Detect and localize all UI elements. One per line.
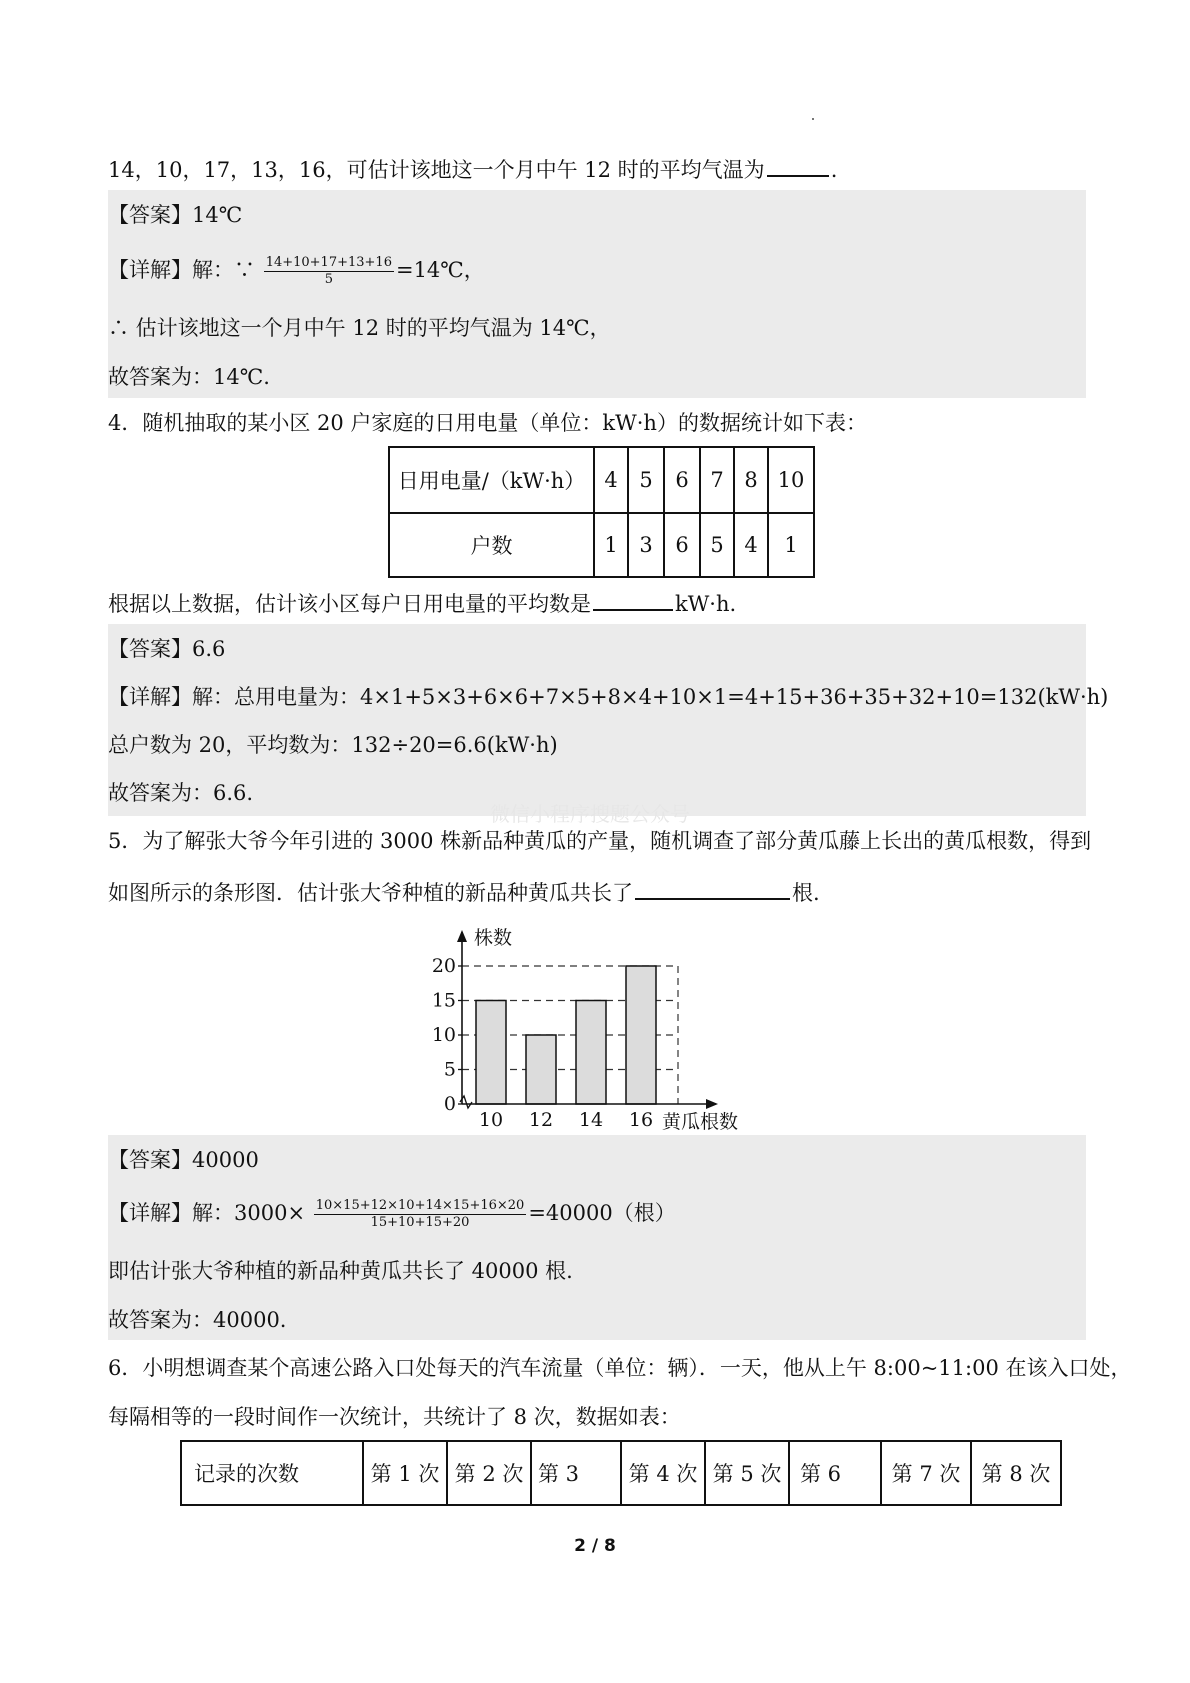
table-cell: 6 [664, 513, 700, 577]
answer-blank [767, 153, 829, 177]
table-cell: 第 5 次 [705, 1441, 789, 1505]
q3-detail: 【详解】解：∵ $\frac{14+10+17+13+16}{5}$ =14℃， [108, 255, 485, 287]
q3-answer: 【答案】14℃ [108, 203, 243, 227]
bar [526, 1035, 556, 1104]
y-axis-arrow [457, 930, 467, 942]
q5-stem-line1: 5．为了解张大爷今年引进的 3000 株新品种黄瓜的产量，随机调查了部分黄瓜藤上长出的黄瓜根数，得到 [108, 829, 1092, 853]
x-tick-label: 10 [478, 1109, 504, 1131]
y-tick-label: 0 [443, 1093, 456, 1115]
x-tick-label: 12 [528, 1109, 554, 1131]
bar [476, 1001, 506, 1105]
answer-blank [635, 876, 790, 900]
mean-fraction: $\frac{10\times 15+12\times 10+14\times 15+16\times 20}{15+10+15+20}$ [315, 1198, 525, 1230]
bar [576, 1001, 606, 1105]
q5-stem-line2: 如图所示的条形图．估计张大爷种植的新品种黄瓜共长了 根. [108, 876, 820, 908]
q5-answer: 【答案】40000 [108, 1148, 259, 1172]
answer-blank [593, 587, 673, 611]
table-header-households: 户数 [389, 513, 594, 577]
q5-detail: 【详解】解：3000× $\frac{10\times 15+12\times 10+14\times 15+16\times 20}{15+10+15+20}$ =40000（根） [108, 1198, 676, 1230]
watermark: 微信小程序搜题公众号 [490, 802, 690, 826]
q6-stem-line2: 每隔相等的一段时间作一次统计，共统计了 8 次，数据如表： [108, 1405, 681, 1429]
table-cell: 6 [664, 447, 700, 513]
cucumber-bar-chart [420, 918, 770, 1133]
table-cell: 3 [628, 513, 664, 577]
q3-final: 故答案为：14℃. [108, 365, 270, 389]
q4-final: 故答案为：6.6. [108, 781, 254, 805]
table-cell: 第 4 次 [621, 1441, 705, 1505]
table-cell: 第 3 [531, 1441, 621, 1505]
q4-detail: 【详解】解：总用电量为：4×1+5×3+6×6+7×5+8×4+10×1=4+15+36+35+32+10=132(kW·h) [108, 685, 1109, 709]
q3-question-continuation: 14，10，17，13，16，可估计该地这一个月中午 12 时的平均气温为 . [108, 153, 837, 185]
table-cell: 第 1 次 [363, 1441, 447, 1505]
table-cell: 1 [594, 513, 628, 577]
x-axis-label: 黄瓜根数 [662, 1111, 739, 1133]
table-cell: 第 6 [789, 1441, 881, 1505]
table-cell: 5 [700, 513, 734, 577]
table-cell: 第 8 次 [971, 1441, 1061, 1505]
q6-traffic-table [180, 1440, 1062, 1506]
table-cell: 4 [734, 513, 768, 577]
x-tick-label: 16 [628, 1109, 654, 1131]
table-header-count: 记录的次数 [181, 1441, 363, 1505]
q4-stem: 4．随机抽取的某小区 20 户家庭的日用电量（单位：kW·h）的数据统计如下表： [108, 411, 867, 435]
table-cell: 5 [628, 447, 664, 513]
q5-final: 故答案为：40000. [108, 1308, 287, 1332]
table-cell: 第 2 次 [447, 1441, 531, 1505]
stray-mark [812, 118, 814, 120]
bar [626, 966, 656, 1104]
x-tick-label: 14 [578, 1109, 604, 1131]
q3-therefore: ∴ 估计该地这一个月中午 12 时的平均气温为 14℃， [108, 316, 611, 340]
q6-stem-line1: 6．小明想调查某个高速公路入口处每天的汽车流量（单位：辆）．一天，他从上午 8:00~11:00 在该入口处， [108, 1356, 1132, 1380]
mean-fraction: $\frac{14+10+17+13+16}{5}$ [265, 255, 392, 287]
table-cell: 1 [768, 513, 814, 577]
y-tick-label: 5 [443, 1058, 456, 1081]
y-tick-label: 20 [431, 955, 456, 977]
page-number: 2 / 8 [574, 1536, 616, 1556]
q4-question: 根据以上数据，估计该小区每户日用电量的平均数是 kW·h. [108, 587, 736, 619]
table-cell: 4 [594, 447, 628, 513]
table-cell: 7 [700, 447, 734, 513]
q4-detail-line2: 总户数为 20，平均数为：132÷20=6.6(kW·h) [108, 733, 558, 757]
table-cell: 10 [768, 447, 814, 513]
y-tick-label: 10 [431, 1024, 456, 1046]
q4-answer: 【答案】6.6 [108, 637, 226, 661]
q5-conclusion: 即估计张大爷种植的新品种黄瓜共长了 40000 根. [108, 1259, 573, 1283]
x-axis-arrow [706, 1099, 718, 1109]
q4-answer-block [108, 624, 1086, 816]
table-cell: 8 [734, 447, 768, 513]
y-axis-label: 株数 [474, 927, 513, 949]
table-header-usage: 日用电量/（kW·h） [389, 447, 594, 513]
y-tick-label: 15 [431, 989, 456, 1012]
q4-electricity-table [388, 446, 815, 578]
table-cell: 第 7 次 [881, 1441, 971, 1505]
